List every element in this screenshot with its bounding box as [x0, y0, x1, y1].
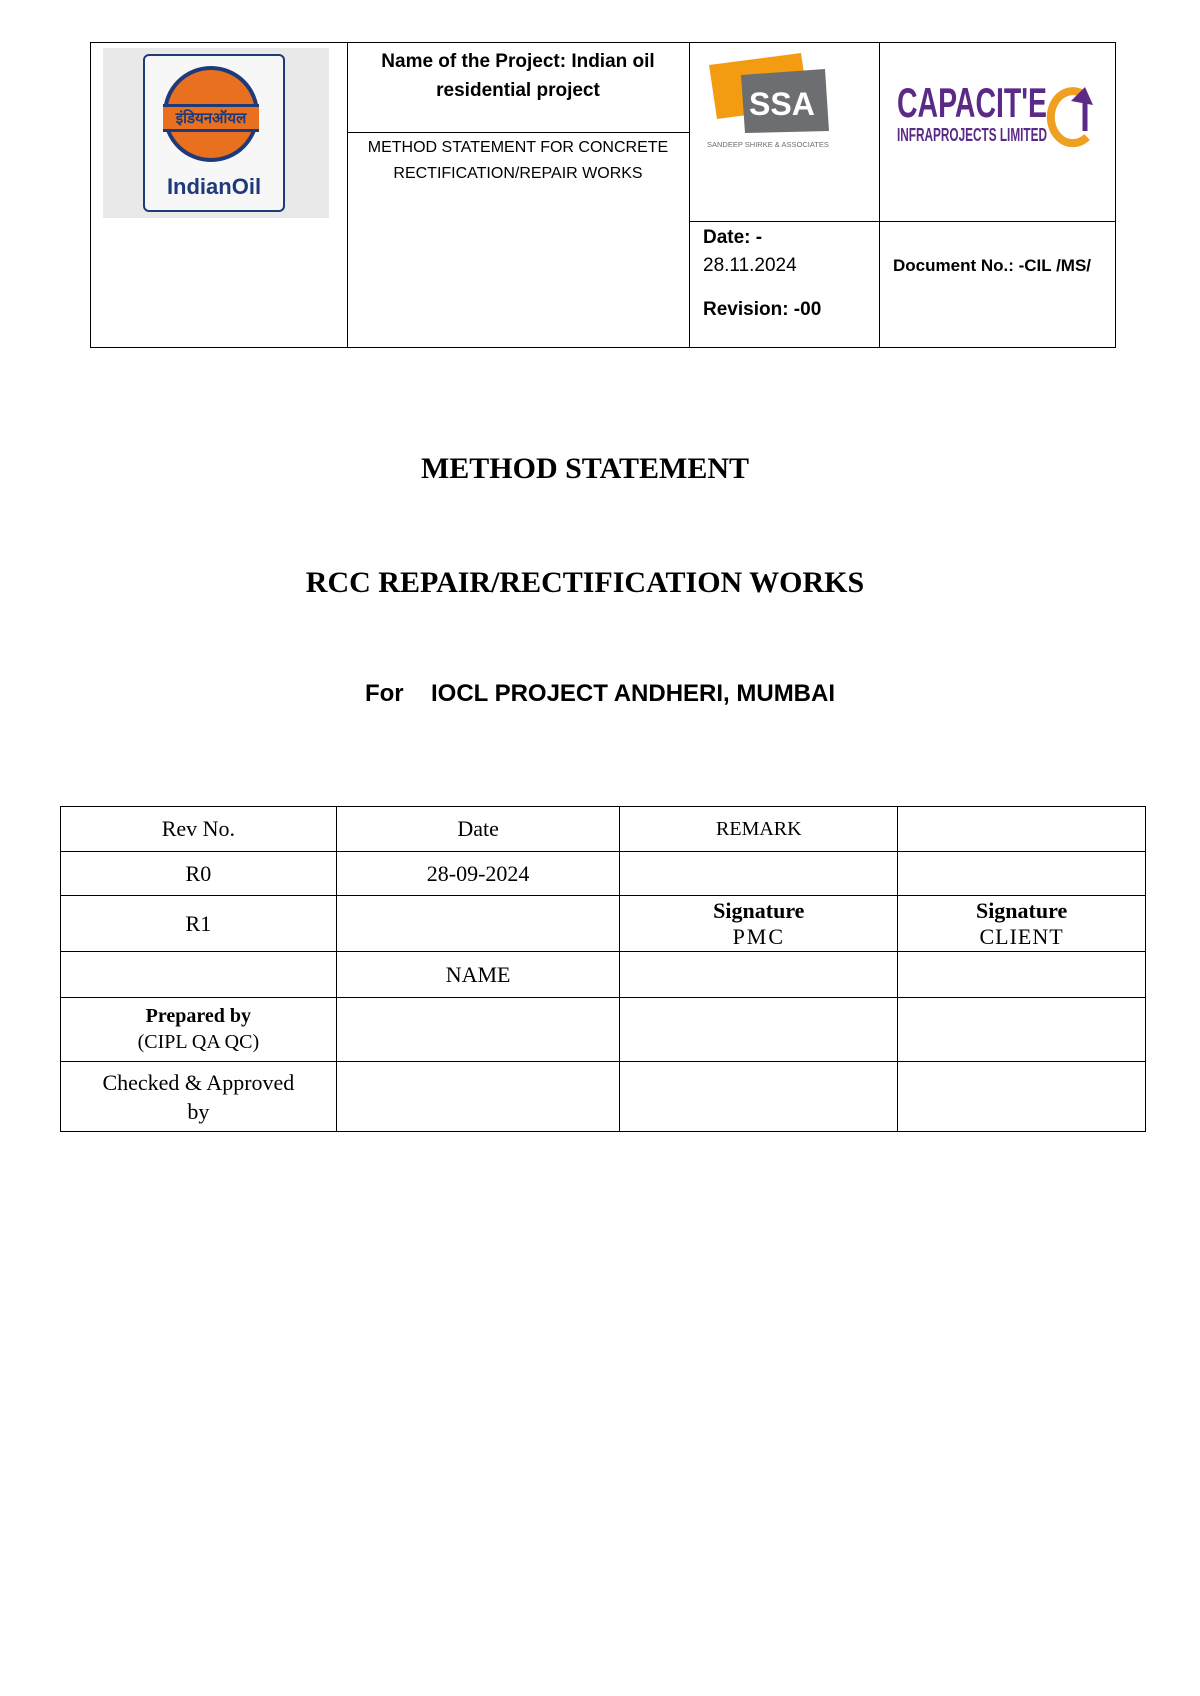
ssa-logo	[705, 49, 857, 154]
signature-pmc: Signature PMC	[620, 896, 898, 952]
table-cell	[898, 1062, 1146, 1132]
revision-label: Revision: -00	[703, 299, 822, 320]
rev-r0: R0	[61, 852, 337, 896]
table-cell	[620, 998, 898, 1062]
rev-r0-date: 28-09-2024	[336, 852, 620, 896]
statement-title: METHOD STATEMENT FOR CONCRETE RECTIFICATION/REPAIR WORKS	[367, 139, 669, 182]
header-date: Date	[336, 807, 620, 852]
table-cell	[620, 952, 898, 998]
table-cell	[620, 852, 898, 896]
header-rev-no: Rev No.	[61, 807, 337, 852]
header-divider	[347, 43, 348, 347]
capacite-logo	[891, 73, 1111, 163]
header-divider	[689, 43, 690, 347]
name-label: NAME	[336, 952, 620, 998]
ssa-tagline: SANDEEP SHIRKE & ASSOCIATES	[707, 140, 829, 149]
indianoil-logo: इंडियनऑयल IndianOil	[103, 48, 329, 218]
table-cell	[620, 1062, 898, 1132]
ssa-letters: SSA	[749, 86, 815, 122]
table-cell	[898, 807, 1146, 852]
capacite-name: CAPACIT'E	[897, 79, 1047, 126]
table-cell	[898, 952, 1146, 998]
page-subtitle: RCC REPAIR/RECTIFICATION WORKS	[305, 566, 865, 599]
table-cell	[336, 1062, 620, 1132]
document-header-table	[90, 42, 1116, 348]
signature-client: Signature CLIENT	[898, 896, 1146, 952]
header-divider	[689, 221, 1115, 222]
project-location-line	[0, 680, 1200, 708]
capacite-subtitle: INFRAPROJECTS LIMITED	[897, 125, 1047, 145]
document-number: Document No.: -CIL /MS/	[893, 256, 1092, 275]
page-title: METHOD STATEMENT	[420, 452, 750, 485]
indianoil-brand-text: IndianOil	[166, 174, 262, 199]
header-divider	[347, 132, 689, 133]
header-remark: REMARK	[620, 807, 898, 852]
table-cell	[898, 998, 1146, 1062]
table-cell	[336, 896, 620, 952]
table-cell	[336, 998, 620, 1062]
project-location: IOCL PROJECT ANDHERI, MUMBAI	[431, 680, 836, 707]
revision-approval-table	[60, 806, 1146, 1132]
date-label: Date: -	[703, 227, 763, 248]
rev-r1: R1	[61, 896, 337, 952]
project-name: Name of the Project: Indian oil residential project	[381, 51, 655, 101]
for-label: For	[364, 680, 404, 707]
header-divider	[879, 43, 880, 347]
prepared-by: Prepared by (CIPL QA QC)	[61, 998, 337, 1062]
date-value: 28.11.2024	[703, 255, 797, 276]
table-cell	[61, 952, 337, 998]
checked-approved-by: Checked & Approved by	[61, 1062, 337, 1132]
table-cell	[898, 852, 1146, 896]
